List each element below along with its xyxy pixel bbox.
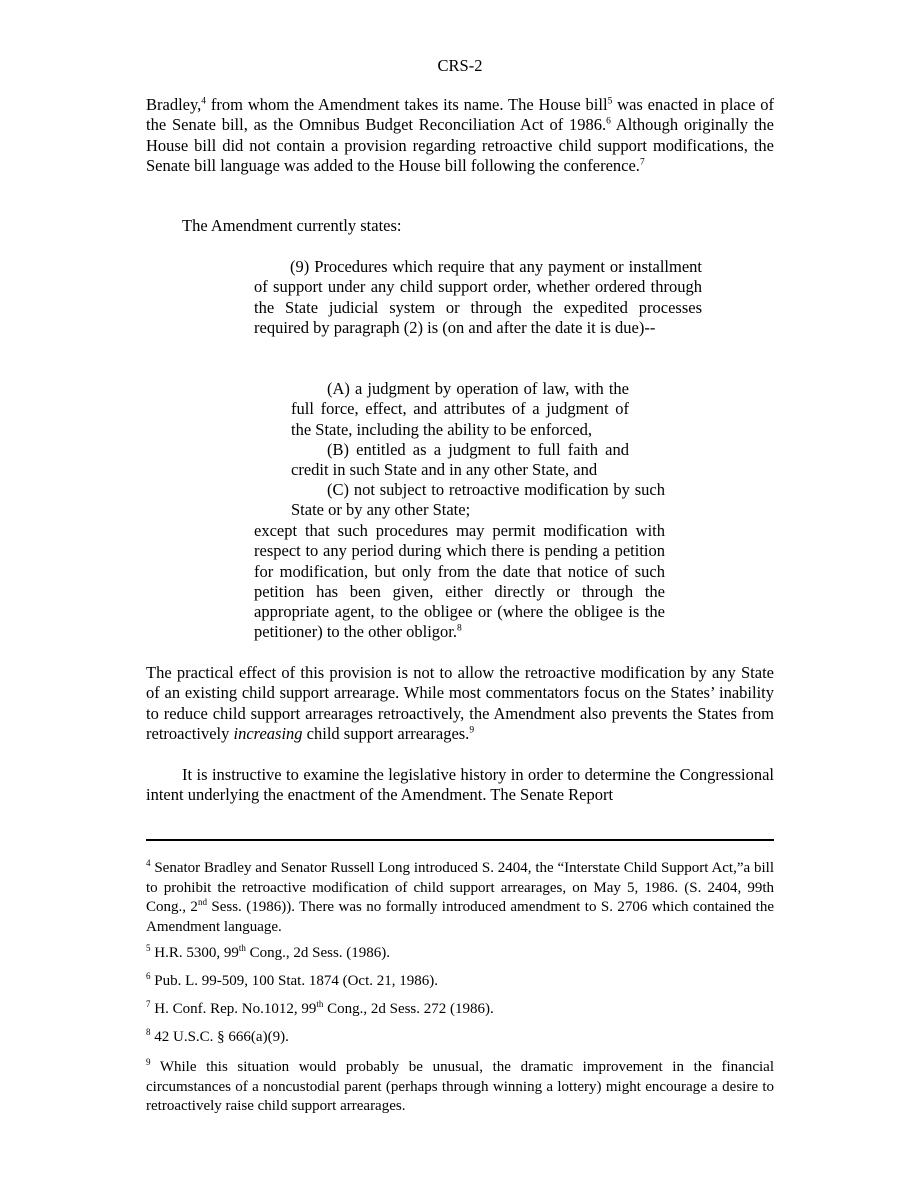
para1-text-3: was enacted in place of the Senate bill, as the Omnibus Budget Reconciliation Act of 1986. xyxy=(146,95,774,135)
para1-text-4: Although originally the House bill did not contain a provision regarding retroactive child support modifications, the Senate bill language was added to the House bill following the conference. xyxy=(146,115,774,175)
footnote-ref-9[interactable]: 9 xyxy=(469,725,475,736)
footnote-8 xyxy=(146,1028,774,1048)
quote-except-text: except that such procedures may permit modification with respect to any period during which there is pending a petition for modification, but only from the date that notice of such petition has been given, either directly or through the appropriate agent, to the obligee or (where the obligee is the petitioner) to the other obligor. xyxy=(254,521,665,642)
footnote-5 xyxy=(146,944,774,964)
footnote-6 xyxy=(146,972,774,992)
footnote-number: 9 xyxy=(146,1057,151,1067)
footnote-number: 8 xyxy=(146,1027,151,1037)
footnote-number: 5 xyxy=(146,943,151,953)
block-quote-clause-c: (C) not subject to retroactive modification by such State or by any other State; xyxy=(291,480,665,520)
footnote-ref-5[interactable]: 5 xyxy=(607,96,613,107)
ordinal-suffix: th xyxy=(238,943,246,953)
footnote-text: 42 U.S.C. § 666(a)(9). xyxy=(150,1029,289,1045)
ordinal-suffix: nd xyxy=(197,897,207,908)
footnote-number: 6 xyxy=(146,971,151,981)
body-paragraph-1 xyxy=(146,95,774,176)
footnote-number: 7 xyxy=(146,999,151,1009)
ordinal-suffix: th xyxy=(316,999,324,1009)
footnote-text: H. Conf. Rep. No.1012, 99 xyxy=(150,1001,317,1017)
page-number-header: CRS-2 xyxy=(437,56,483,75)
para1-text-1: Bradley, xyxy=(146,95,202,114)
para2-text: The Amendment currently states: xyxy=(182,216,402,235)
para1-text-2: from whom the Amendment takes its name. The House bill xyxy=(206,95,608,114)
body-paragraph-4 xyxy=(146,765,774,806)
footnote-number: 4 xyxy=(146,858,151,868)
footnote-ref-7[interactable]: 7 xyxy=(639,157,645,168)
body-paragraph-3 xyxy=(146,663,774,744)
footnote-divider xyxy=(146,839,774,841)
para4-text: It is instructive to examine the legislative history in order to determine the Congressional intent underlying the enactment of the Amendment. The Senate Report xyxy=(146,765,774,805)
footnote-text: Cong., 2d Sess. 272 (1986). xyxy=(323,1001,494,1017)
body-paragraph-2 xyxy=(146,216,774,236)
footnote-7 xyxy=(146,1000,774,1020)
para3-emphasis: increasing xyxy=(233,723,303,743)
block-quote-intro: (9) Procedures which require that any payment or installment of support under any child support order, whether ordered through the State judicial system or through the expedited processes required by paragraph (2) is (on and after the date it is due)-- xyxy=(254,257,702,337)
footnote-ref-8[interactable]: 8 xyxy=(457,623,462,634)
block-quote-clause-a: (A) a judgment by operation of law, with the full force, effect, and attributes of a judgment of the State, including the ability to be enforced, xyxy=(291,379,629,439)
footnote-text: While this situation would probably be unusual, the dramatic improvement in the financial circumstances of a noncustodial parent (perhaps through winning a lottery) might encourage a desire to retroactively raise child support arrearages. xyxy=(146,1059,774,1115)
block-quote-clause-b: (B) entitled as a judgment to full faith and credit in such State and in any other State, and xyxy=(291,440,629,480)
footnote-ref-6[interactable]: 6 xyxy=(606,116,611,127)
block-quote-except xyxy=(254,521,665,643)
footnote-text: Pub. L. 99-509, 100 Stat. 1874 (Oct. 21, 1986). xyxy=(150,973,438,989)
footnote-ref-4[interactable]: 4 xyxy=(201,96,207,107)
footnote-text: Senator Bradley and Senator Russell Long introduced S. 2404, the “Interstate Child Support Act,”a bill to prohibit the retroactive modification of child support arrearages, on May 5, 1986. (S. 2404, 99th Cong., 2 xyxy=(146,860,774,916)
para3-text-2: child support arrearages. xyxy=(302,723,470,743)
footnote-text: Sess. (1986)). There was no formally introduced amendment to S. 2706 which contained the Amendment language. xyxy=(146,899,774,935)
footnote-text: Cong., 2d Sess. (1986). xyxy=(245,945,391,961)
footnote-9 xyxy=(146,1058,774,1117)
footnote-text: H.R. 5300, 99 xyxy=(150,945,239,961)
para3-text-1: The practical effect of this provision is not to allow the retroactive modification by any State of an existing child support arrearage. While most commentators focus on the States’ inability to reduce child support arrearages retroactively, the Amendment also prevents the States from retroactively xyxy=(146,663,774,743)
footnote-4 xyxy=(146,859,774,937)
